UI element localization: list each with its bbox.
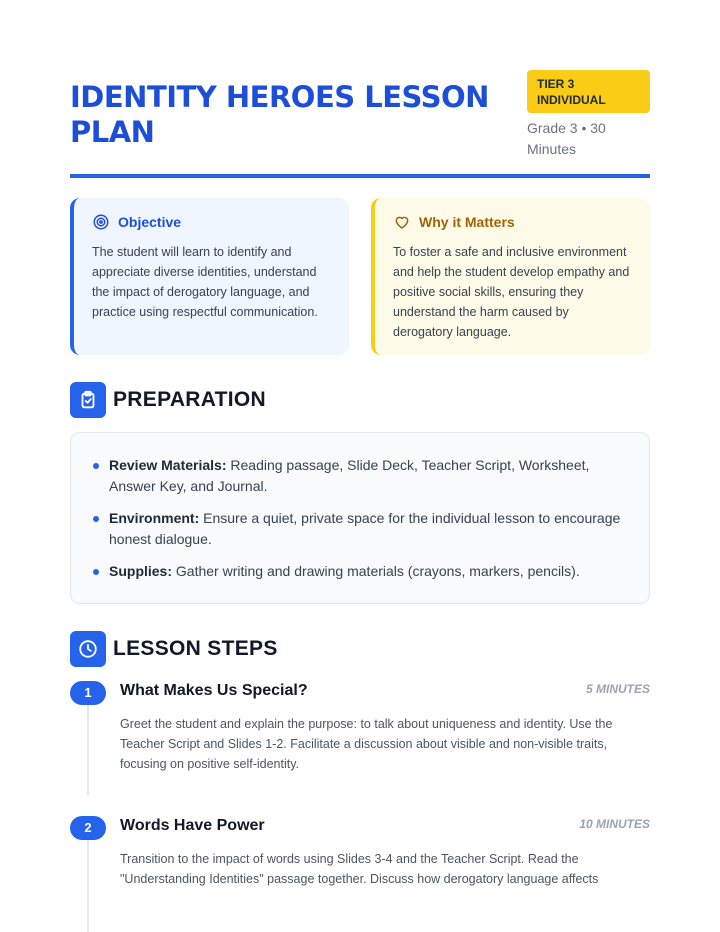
- objective-card: [70, 198, 349, 355]
- prep-item-supplies: Supplies: Gather writing and drawing materials (crayons, markers, pencils).: [91, 561, 629, 582]
- step-text: Transition to the impact of words using Slides 3-4 and the Teacher Script. Read the "Understanding Identities" passage together. Discuss how derogatory language affects: [120, 852, 599, 886]
- lesson-steps-title: LESSON STEPS: [113, 637, 278, 660]
- prep-item-materials: Review Materials: Reading passage, Slide Deck, Teacher Script, Worksheet, Answer Key, and Journal.: [91, 455, 629, 497]
- step-duration: 10 MINUTES: [579, 817, 650, 831]
- step-title: Words Have Power: [120, 817, 265, 834]
- clock-icon: [77, 638, 99, 660]
- lesson-step-2: [70, 816, 650, 932]
- step-number: 1: [70, 681, 106, 705]
- why-text: To foster a safe and inclusive environment and help the student develop empathy and positive social skills, ensuring they understand the harm caused by derogatory language.: [393, 245, 630, 339]
- lesson-plan-page: [70, 0, 650, 932]
- lesson-step-1: [70, 681, 650, 811]
- tier-badge: TIER 3 INDIVIDUAL: [527, 70, 650, 113]
- step-duration: 5 MINUTES: [585, 682, 650, 696]
- why-title: Why it Matters: [419, 214, 515, 230]
- why-card: [371, 198, 650, 355]
- lesson-steps-heading: [70, 631, 278, 667]
- step-text: Greet the student and explain the purpose: to talk about uniqueness and identity. Use the Teacher Script and Slides 1-2. Facilitate a discussion about visible and non-visible traits, focusing on positive self-identity.: [120, 717, 613, 771]
- step-number: 2: [70, 816, 106, 840]
- prep-item-environment: Environment: Ensure a quiet, private space for the individual lesson to encourage honest dialogue.: [91, 508, 629, 550]
- step-title: What Makes Us Special?: [120, 682, 308, 699]
- grade-duration: Grade 3 • 30 Minutes: [527, 120, 606, 157]
- preparation-heading: [70, 382, 266, 418]
- header: [70, 70, 650, 178]
- objective-title: Objective: [118, 214, 182, 230]
- preparation-box: [70, 432, 650, 604]
- preparation-title: PREPARATION: [113, 388, 267, 411]
- target-icon: [92, 213, 110, 231]
- clipboard-check-icon: [77, 389, 99, 411]
- heart-icon: [393, 213, 411, 231]
- page-title: IDENTITY HEROES LESSON PLAN: [70, 80, 489, 149]
- objective-text: The student will learn to identify and appreciate diverse identities, understand the impact of derogatory language, and practice using respectful communication.: [92, 245, 318, 319]
